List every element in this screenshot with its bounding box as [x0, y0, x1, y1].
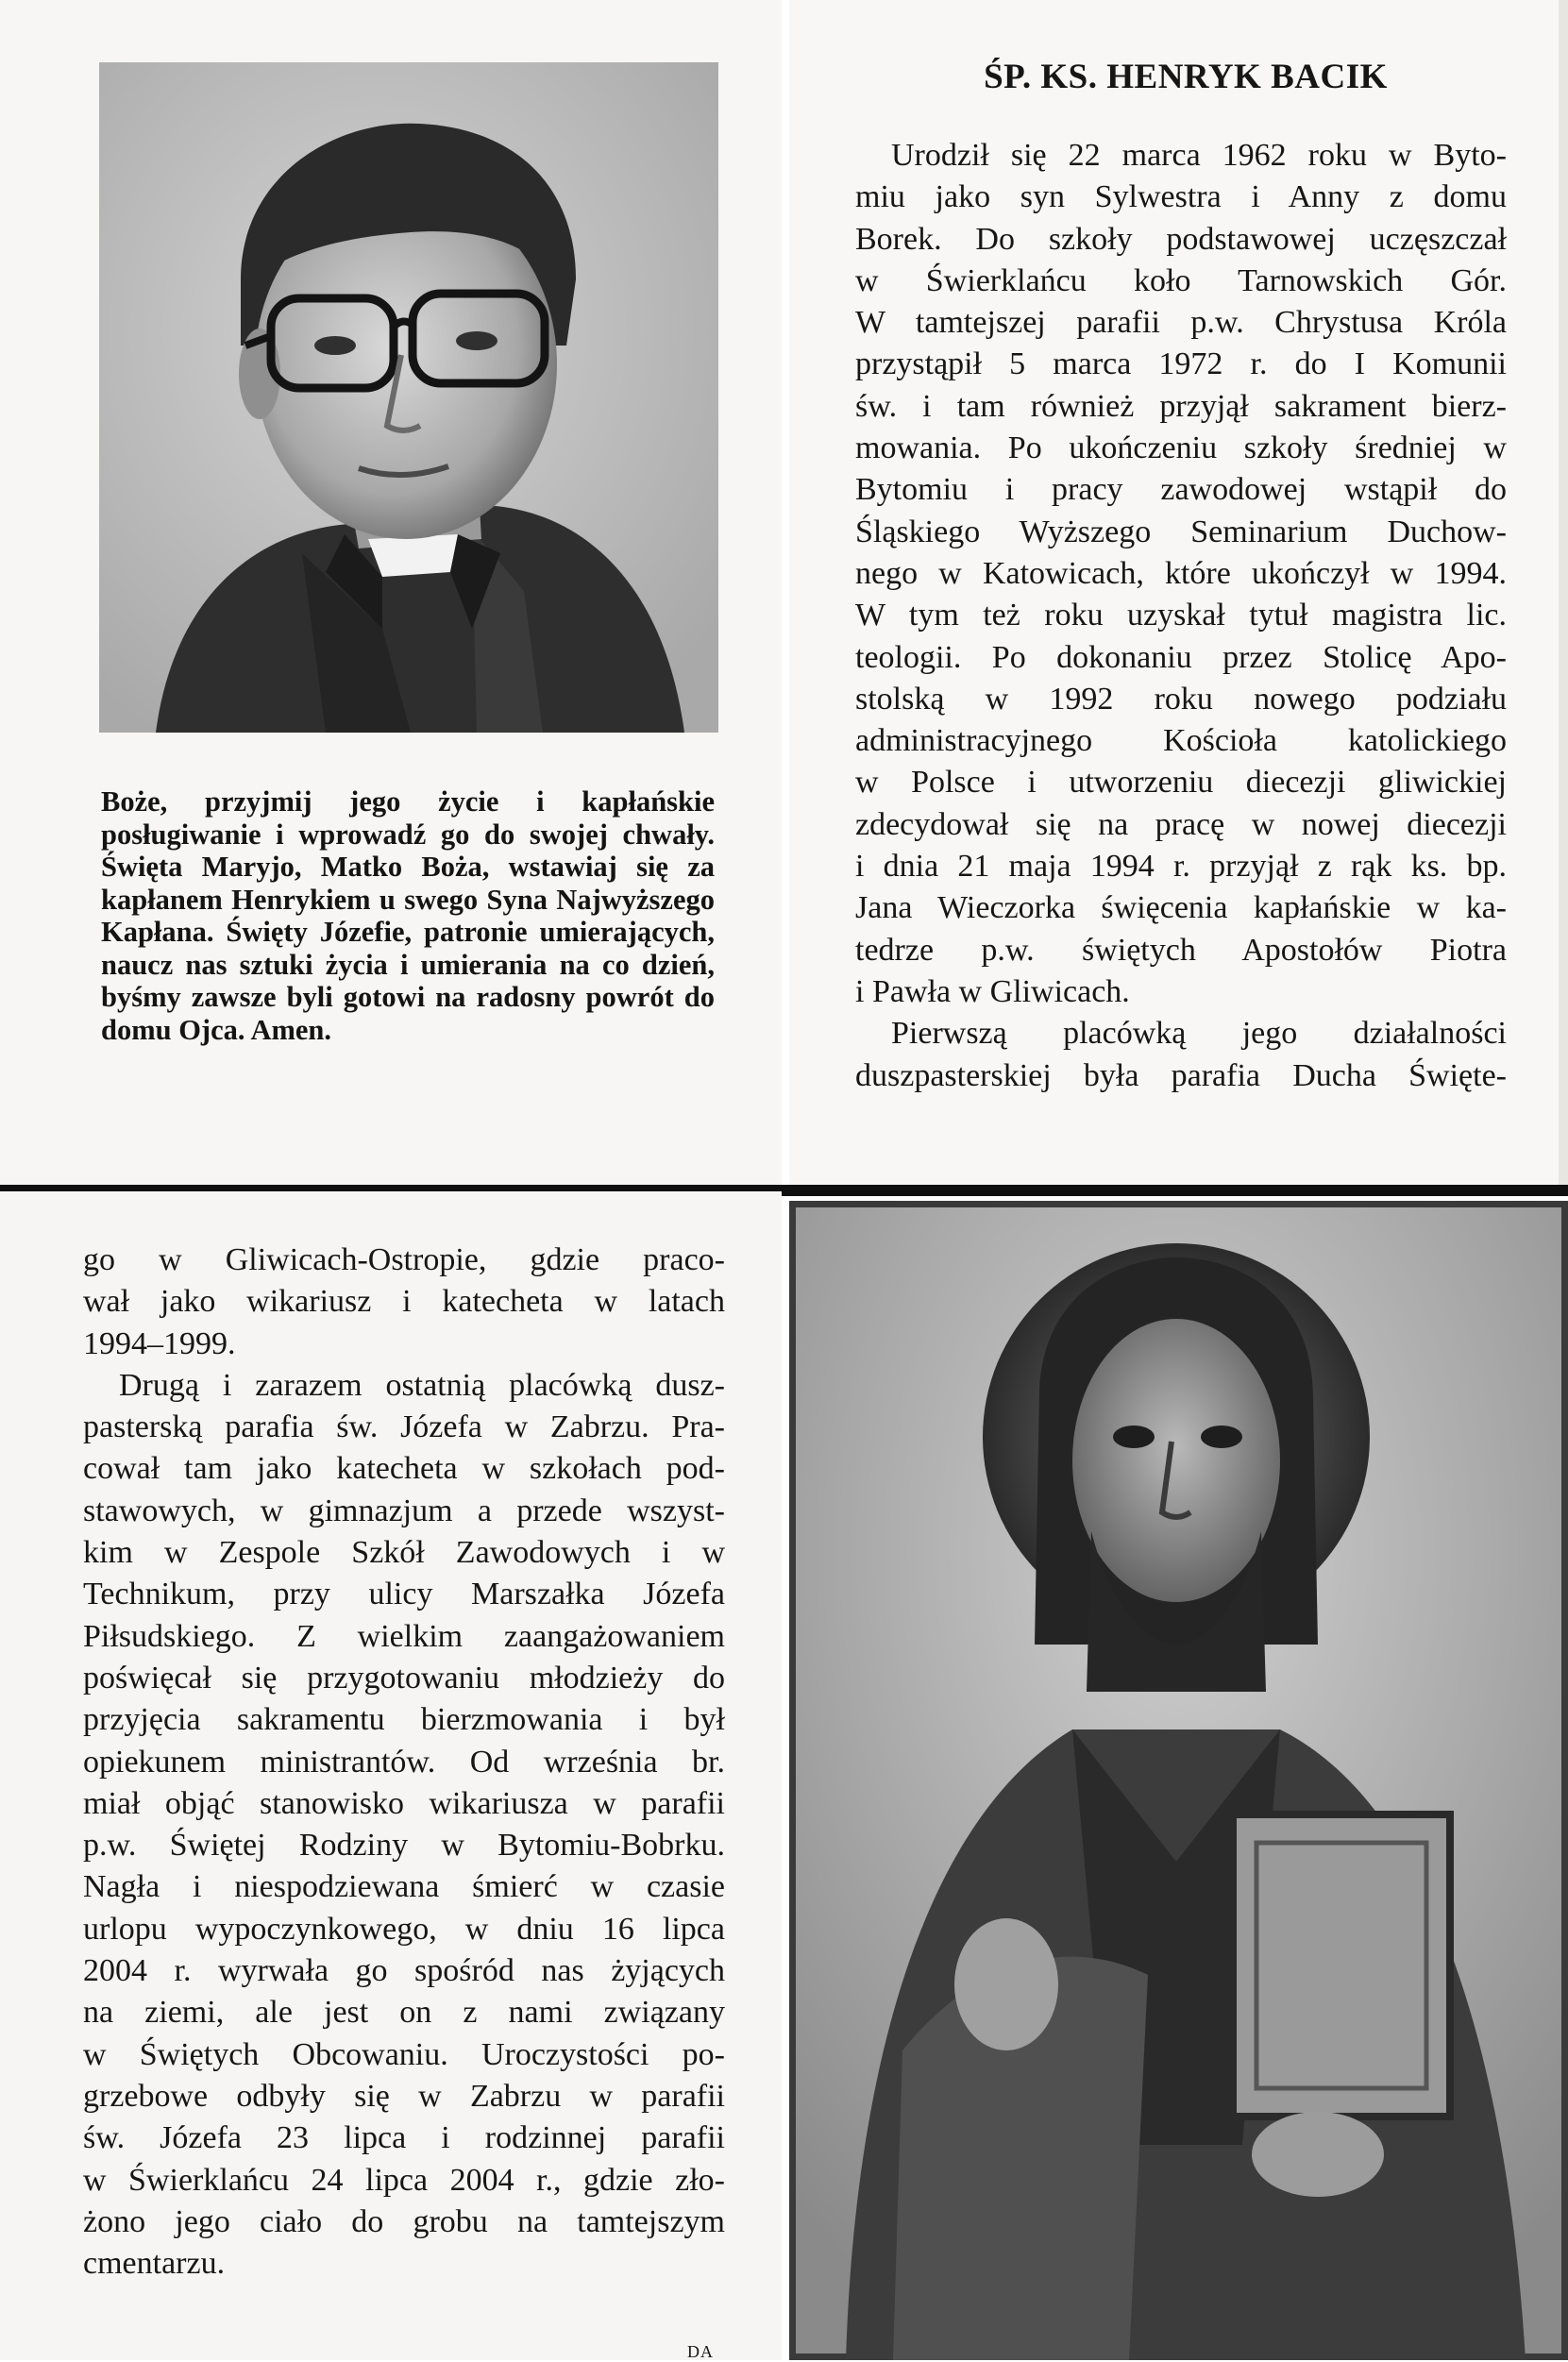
bio-line: kim w Zespole Szkół Zawodowych i w — [83, 1535, 725, 1571]
prayer-text: Boże, przyjmij jego życie i kapłańskie posługiwanie i wprowadź go do swojej chwały. Święta Maryjo, Matko Boża, wstawiaj się za kapłanem Henrykiem u swego Syna Najwyższego Kapłana. Święty Józefie, patronie umierających, naucz nas sztuki życia i umierania na co dzień, byśmy zawsze byli gotowi na radosny powrót do domu Ojca. Amen. — [101, 785, 715, 1046]
printer-initials: DA — [687, 2342, 714, 2361]
bio-line: św. i tam również przyjął sakrament bierz- — [855, 388, 1507, 424]
bio-line: cmentarzu. — [83, 2246, 226, 2282]
bio-line: duszpasterskiej była parafia Ducha Święte- — [855, 1057, 1507, 1093]
bio-line: nego w Katowicach, które ukończył w 1994. — [855, 555, 1507, 591]
bio-line: i Pawła w Gliwicach. — [855, 973, 1130, 1009]
bio-line: w Świętych Obcowaniu. Uroczystości po- — [83, 2036, 725, 2072]
bio-line: W tamtejszej parafii p.w. Chrystusa Króla — [855, 305, 1507, 341]
bio-line: W tym też roku uzyskał tytuł magistra lic. — [855, 598, 1507, 633]
priest-portrait-photo — [99, 62, 718, 733]
bio-line: i dnia 21 maja 1994 r. przyjął z rąk ks. bp. — [855, 849, 1507, 885]
bio-line: 2004 r. wyrwała go spośród nas żyjących — [83, 1953, 725, 1989]
vertical-fold-gap — [782, 0, 789, 2360]
bio-line: miał objąć stanowisko wikariusza w parafii — [83, 1785, 725, 1821]
bio-line: urlopu wypoczynkowego, w dniu 16 lipca — [83, 1911, 725, 1947]
biography-text-top — [855, 135, 1507, 1097]
bio-line: przyjęcia sakramentu bierzmowania i był — [83, 1702, 725, 1738]
bio-line: Drugą i zarazem ostatnią placówką dusz- — [119, 1367, 725, 1403]
bio-line: Jana Wieczorka święcenia kapłańskie w ka- — [855, 890, 1507, 926]
bio-line: pasterską parafia św. Józefa w Zabrzu. Pra- — [83, 1409, 725, 1445]
bio-line: w Polsce i utworzeniu diecezji gliwickiej — [855, 765, 1507, 801]
bio-line: mowania. Po ukończeniu szkoły średniej w — [855, 430, 1507, 466]
bio-line: administracyjnego Kościoła katolickiego — [855, 723, 1507, 759]
biography-text-bottom — [83, 1240, 725, 2285]
bio-line: tedrze p.w. świętych Apostołów Piotra — [855, 932, 1507, 968]
bio-line: przystąpił 5 marca 1972 r. do I Komunii — [855, 346, 1507, 382]
deceased-name-title: ŚP. KS. HENRYK BACIK — [984, 58, 1388, 96]
bio-line: cował tam jako katecheta w szkołach pod- — [83, 1451, 725, 1487]
bio-line: Urodził się 22 marca 1962 roku w Byto- — [891, 138, 1507, 173]
bio-line: opiekunem ministrantów. Od września br. — [83, 1744, 725, 1780]
bio-line: Bytomiu i pracy zawodowej wstąpił do — [855, 472, 1507, 508]
bio-line: grzebowe odbyły się w Zabrzu w parafii — [83, 2078, 725, 2114]
bio-line: teologii. Po dokonaniu przez Stolicę Apo- — [855, 639, 1507, 675]
bio-line: 1994–1999. — [83, 1325, 236, 1361]
bio-line: Nagła i niespodziewana śmierć w czasie — [83, 1869, 725, 1905]
bio-line: na ziemi, ale jest on z nami związany — [83, 1995, 725, 2031]
bio-line: w Świerklańcu 24 lipca 2004 r., gdzie zło- — [83, 2162, 725, 2198]
bio-line: miu jako syn Sylwestra i Anny z domu — [855, 179, 1507, 215]
bio-line: Piłsudskiego. Z wielkim zaangażowaniem — [83, 1618, 725, 1654]
bio-line: go w Gliwicach-Ostropie, gdzie praco- — [83, 1242, 725, 1277]
bio-line: wał jako wikariusz i katecheta w latach — [83, 1284, 725, 1320]
bio-line: żono jego ciało do grobu na tamtejszym — [83, 2203, 725, 2239]
bio-line: Pierwszą placówką jego działalności — [891, 1016, 1507, 1052]
christ-pantocrator-icon-image — [789, 1201, 1568, 2360]
panel-biography-top — [789, 0, 1568, 1185]
bio-line: stolską w 1992 roku nowego podziału — [855, 681, 1507, 717]
bio-line: stawowych, w gimnazjum a przede wszyst- — [83, 1493, 725, 1528]
bio-line: Borek. Do szkoły podstawowej uczęszczał — [855, 221, 1507, 257]
bio-line: zdecydował się na pracę w nowej diecezji — [855, 806, 1507, 842]
bleed-through-text — [827, 52, 835, 90]
bio-line: poświęcał się przygotowaniu młodzieży do — [83, 1660, 725, 1696]
bio-line: w Świerklańcu koło Tarnowskich Gór. — [855, 262, 1507, 298]
bio-line: św. Józefa 23 lipca i rodzinnej parafii — [83, 2120, 725, 2156]
bio-line: p.w. Świętej Rodziny w Bytomiu-Bobrku. — [83, 1828, 725, 1864]
bio-line: Technikum, przy ulicy Marszałka Józefa — [83, 1577, 725, 1612]
bio-line: Śląskiego Wyższego Seminarium Duchow- — [855, 514, 1507, 549]
